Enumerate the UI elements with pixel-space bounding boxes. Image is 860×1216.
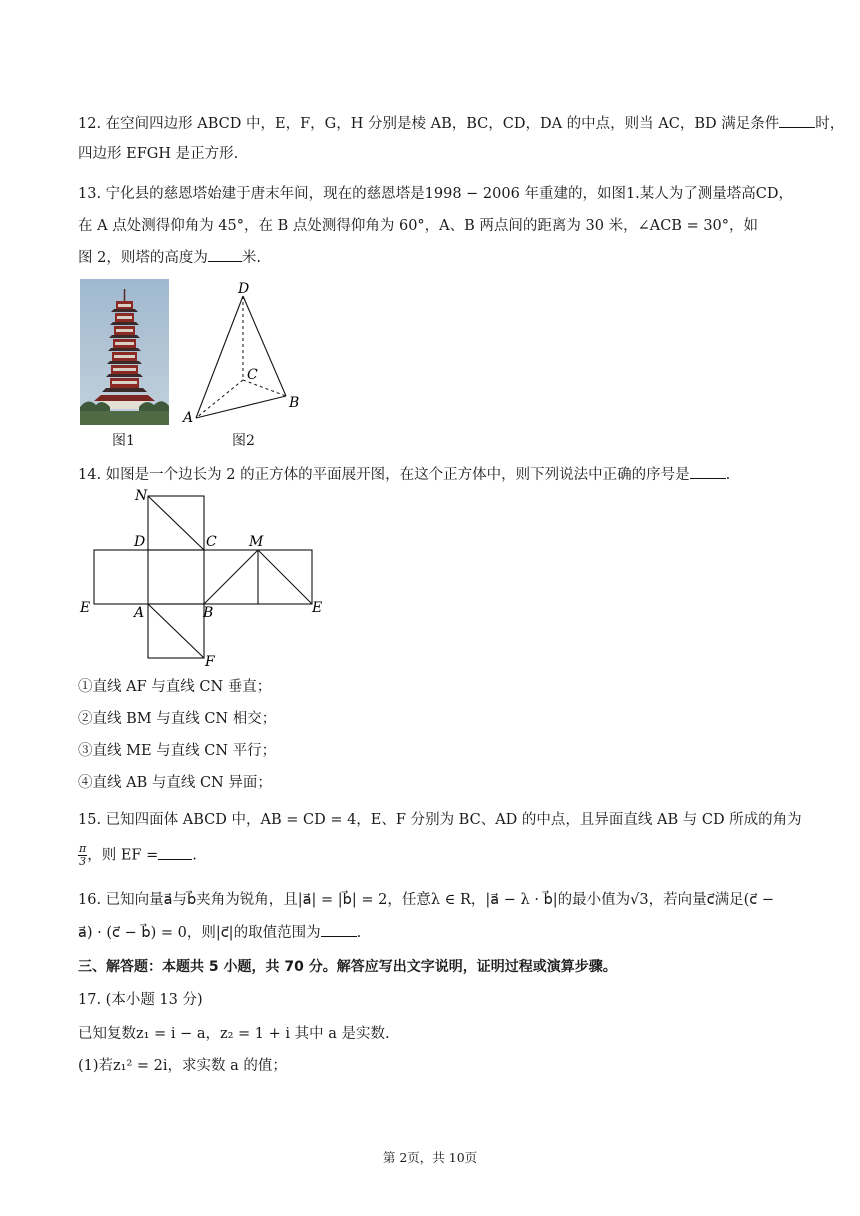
- cube-net-diagram: [76, 486, 336, 672]
- q15-line2: $\frac{\pi}{3}$ ，则 EF = .: [79, 842, 197, 868]
- answer-blank[interactable]: [208, 247, 242, 262]
- q17-line1: 已知复数z₁ = i − a，z₂ = 1 + i 其中 a 是实数.: [78, 1026, 390, 1042]
- q13-line2: 在 A 点处测得仰角为 45°，在 B 点处测得仰角为 60°，A、B 两点间的距离为 30 米，∠ACB = 30°，如: [78, 218, 759, 234]
- q12-line2: 四边形 EFGH 是正方形.: [78, 146, 239, 162]
- q13-line1: 13. 宁化县的慈恩塔始建于唐末年间，现在的慈恩塔是1998 − 2006 年重建的，如图1.某人为了测量塔高CD，: [78, 186, 793, 202]
- q16-line1: 16. 已知向量a⃗与b⃗夹角为锐角，且|a⃗| = |b⃗| = 2，任意λ ∈ R，|a⃗ − λ · b⃗|的最小值为√3，若向量c⃗满足(c⃗ −: [78, 892, 774, 908]
- net-label-n: N: [135, 488, 148, 504]
- vertex-label-c: C: [247, 367, 258, 383]
- q17-title: 17. (本小题 13 分): [78, 992, 203, 1008]
- figure1-caption: 图1: [112, 433, 135, 449]
- net-label-b: B: [203, 605, 214, 621]
- tetrahedron-diagram: [180, 279, 310, 425]
- section-heading: 三、解答题：本题共 5 小题，共 70 分。解答应写出文字说明，证明过程或演算步骤。: [78, 959, 617, 975]
- answer-blank[interactable]: [321, 922, 357, 937]
- q14-stem: 14. 如图是一个边长为 2 的正方体的平面展开图，在这个正方体中，则下列说法中正确的序号是 .: [78, 464, 730, 485]
- net-label-e-right: E: [312, 600, 323, 616]
- vertex-label-a: A: [183, 410, 194, 425]
- page-footer: 第 2页，共 10页: [382, 1150, 478, 1165]
- pagoda-photo: [80, 279, 169, 425]
- q17-part1: (1)若z₁² = 2i，求实数 a 的值；: [78, 1058, 287, 1074]
- q16-line2: a⃗) · (c⃗ − b⃗) = 0，则|c⃗|的取值范围为 .: [78, 922, 361, 943]
- q15-line1: 15. 已知四面体 ABCD 中，AB = CD = 4，E、F 分别为 BC、AD 的中点，且异面直线 AB 与 CD 所成的角为: [78, 812, 802, 828]
- answer-blank[interactable]: [158, 845, 192, 860]
- q13-line3: 图 2，则塔的高度为 米.: [78, 247, 261, 268]
- q14-option-3: ③直线 ME 与直线 CN 平行；: [78, 743, 277, 759]
- net-label-d: D: [134, 534, 146, 550]
- net-label-e-left: E: [80, 600, 91, 616]
- answer-blank[interactable]: [690, 464, 726, 479]
- q14-option-4: ④直线 AB 与直线 CN 异面；: [78, 775, 272, 791]
- answer-blank[interactable]: [779, 113, 815, 128]
- q14-option-1: ①直线 AF 与直线 CN 垂直；: [78, 679, 272, 695]
- vertex-label-b: B: [289, 395, 300, 411]
- q12-line1: 12. 在空间四边形 ABCD 中，E，F，G，H 分别是棱 AB，BC，CD，DA 的中点，则当 AC，BD 满足条件 时，: [78, 113, 844, 134]
- net-label-f: F: [205, 654, 215, 670]
- pi-over-3-fraction: $\frac{\pi}{3}$: [79, 842, 87, 868]
- net-label-c: C: [206, 534, 217, 550]
- q14-option-2: ②直线 BM 与直线 CN 相交；: [78, 711, 277, 727]
- net-label-m: M: [249, 534, 264, 550]
- vertex-label-d: D: [238, 281, 250, 297]
- figure2-caption: 图2: [232, 433, 255, 449]
- net-label-a: A: [134, 605, 145, 621]
